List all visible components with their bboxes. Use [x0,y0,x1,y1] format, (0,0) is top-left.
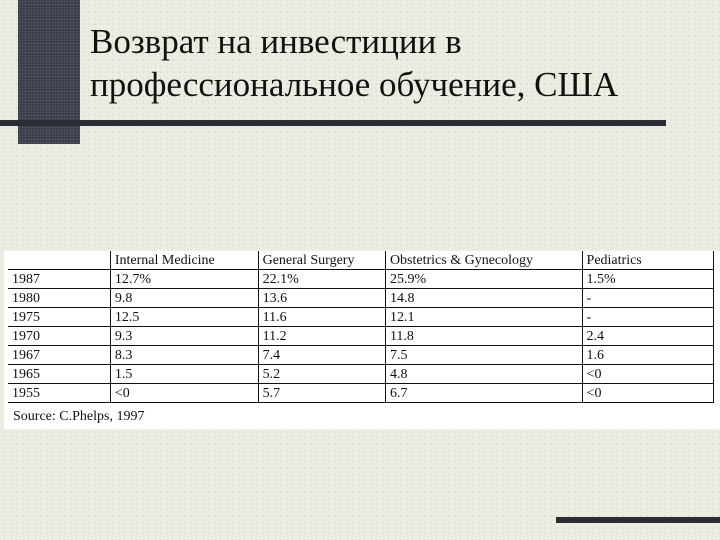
year-cell: 1980 [8,289,110,308]
table-panel [4,251,720,429]
column-header-obstetrics-gynecology: Obstetrics & Gynecology [385,251,582,270]
obstetrics-gynecology-cell: 7.5 [385,346,582,365]
obstetrics-gynecology-cell: 14.8 [385,289,582,308]
internal-medicine-cell: 9.8 [110,289,258,308]
obstetrics-gynecology-cell: 12.1 [385,308,582,327]
pediatrics-cell: <0 [582,384,713,403]
general-surgery-cell: 22.1% [258,270,385,289]
column-header-general-surgery: General Surgery [258,251,385,270]
internal-medicine-cell: 1.5 [110,365,258,384]
general-surgery-cell: 5.2 [258,365,385,384]
year-cell: 1955 [8,384,110,403]
year-cell: 1965 [8,365,110,384]
pediatrics-cell: <0 [582,365,713,384]
pediatrics-cell: 1.5% [582,270,713,289]
slide-title [90,20,690,106]
year-cell: 1970 [8,327,110,346]
column-header-internal-medicine: Internal Medicine [110,251,258,270]
slide-title-line-1: Возврат на инвестиции в [90,22,462,61]
table-row [8,327,714,346]
obstetrics-gynecology-cell: 25.9% [385,270,582,289]
footer-divider [556,517,720,523]
general-surgery-cell: 11.6 [258,308,385,327]
table-row [8,365,714,384]
pediatrics-cell: 2.4 [582,327,713,346]
internal-medicine-cell: 9.3 [110,327,258,346]
obstetrics-gynecology-cell: 4.8 [385,365,582,384]
year-cell: 1967 [8,346,110,365]
table-row [8,308,714,327]
year-cell: 1975 [8,308,110,327]
internal-medicine-cell: 12.5 [110,308,258,327]
general-surgery-cell: 5.7 [258,384,385,403]
general-surgery-cell: 11.2 [258,327,385,346]
table-row [8,346,714,365]
internal-medicine-cell: <0 [110,384,258,403]
internal-medicine-cell: 12.7% [110,270,258,289]
table-row [8,384,714,403]
year-cell: 1987 [8,270,110,289]
table-row [8,289,714,308]
column-header-pediatrics: Pediatrics [582,251,713,270]
table-header-row [8,251,714,270]
source-note: Source: C.Phelps, 1997 [13,409,145,424]
obstetrics-gynecology-cell: 11.8 [385,327,582,346]
obstetrics-gynecology-cell: 6.7 [385,384,582,403]
pediatrics-cell: - [582,289,713,308]
returns-table [8,251,714,403]
internal-medicine-cell: 8.3 [110,346,258,365]
general-surgery-cell: 13.6 [258,289,385,308]
title-divider [0,120,666,126]
pediatrics-cell: - [582,308,713,327]
slide-title-line-2: профессиональное обучение, США [90,65,619,104]
pediatrics-cell: 1.6 [582,346,713,365]
column-header-year [8,251,110,270]
table-row [8,270,714,289]
general-surgery-cell: 7.4 [258,346,385,365]
